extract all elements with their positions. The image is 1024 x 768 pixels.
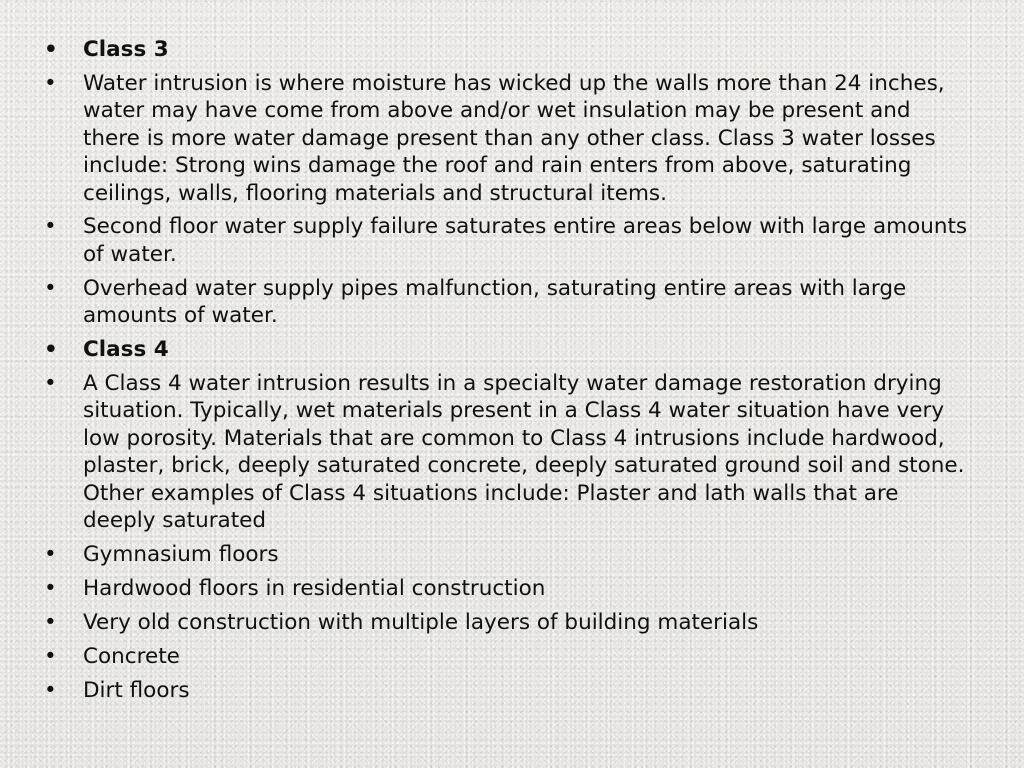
bullet-hardwood-floors <box>44 575 974 602</box>
bullet-text: Very old construction with multiple layers of building materials <box>83 609 759 635</box>
bullet-dot: • <box>44 643 57 669</box>
bullet-text: Gymnasium floors <box>83 541 279 567</box>
bullet-dot: • <box>44 37 58 62</box>
bullet-text: Dirt floors <box>83 677 190 703</box>
bullet-dot: • <box>44 275 57 301</box>
bullet-dot: • <box>44 575 57 601</box>
bullet-dot: • <box>44 214 57 240</box>
bullet-gymnasium-floors <box>44 541 974 568</box>
bullet-dot: • <box>44 609 57 635</box>
bullet-text: Class 4 <box>83 337 169 363</box>
bullet-text: Hardwood floors in residential construction <box>83 575 546 601</box>
bullet-text: A Class 4 water intrusion results in a specialty water damage restoration drying situation. Typically, wet materials present in a Class 4 water situation have very low porosity. Materials that are common to Class 4 intrusions include hardwood, plaster, brick, deeply saturated concrete, deeply saturated ground soil and stone. Other examples of Class 4 situations include: Plaster and lath walls that are deeply saturated <box>83 370 965 533</box>
bullet-class-4-heading <box>44 336 974 363</box>
bullet-class-3-description <box>44 70 974 207</box>
bullet-second-floor-failure <box>44 213 974 268</box>
bullet-class-3-heading <box>44 36 974 63</box>
bullet-text: Water intrusion is where moisture has wicked up the walls more than 24 inches, water may have come from above and/or wet insulation may be present and there is more water damage present than any other class. Class 3 water losses include: Strong wins damage the roof and rain enters from above, saturating ceilings, walls, flooring materials and structural items. <box>83 70 945 206</box>
bullet-dot: • <box>44 541 57 567</box>
bullet-text: Class 3 <box>83 37 169 62</box>
bullet-dot: • <box>44 677 57 703</box>
bullet-text: Second floor water supply failure saturates entire areas below with large amounts of water. <box>83 214 968 267</box>
bullet-dot: • <box>44 370 57 396</box>
bullet-dot: • <box>44 337 58 363</box>
bullet-class-4-description <box>44 370 974 534</box>
bullet-concrete <box>44 643 974 670</box>
bullet-dirt-floors <box>44 677 974 704</box>
bullet-list <box>44 36 974 710</box>
bullet-text: Overhead water supply pipes malfunction, saturating entire areas with large amounts of water. <box>83 275 907 329</box>
bullet-old-construction <box>44 609 974 636</box>
bullet-dot: • <box>44 70 57 96</box>
bullet-overhead-pipes <box>44 275 974 330</box>
bullet-text: Concrete <box>83 643 180 669</box>
